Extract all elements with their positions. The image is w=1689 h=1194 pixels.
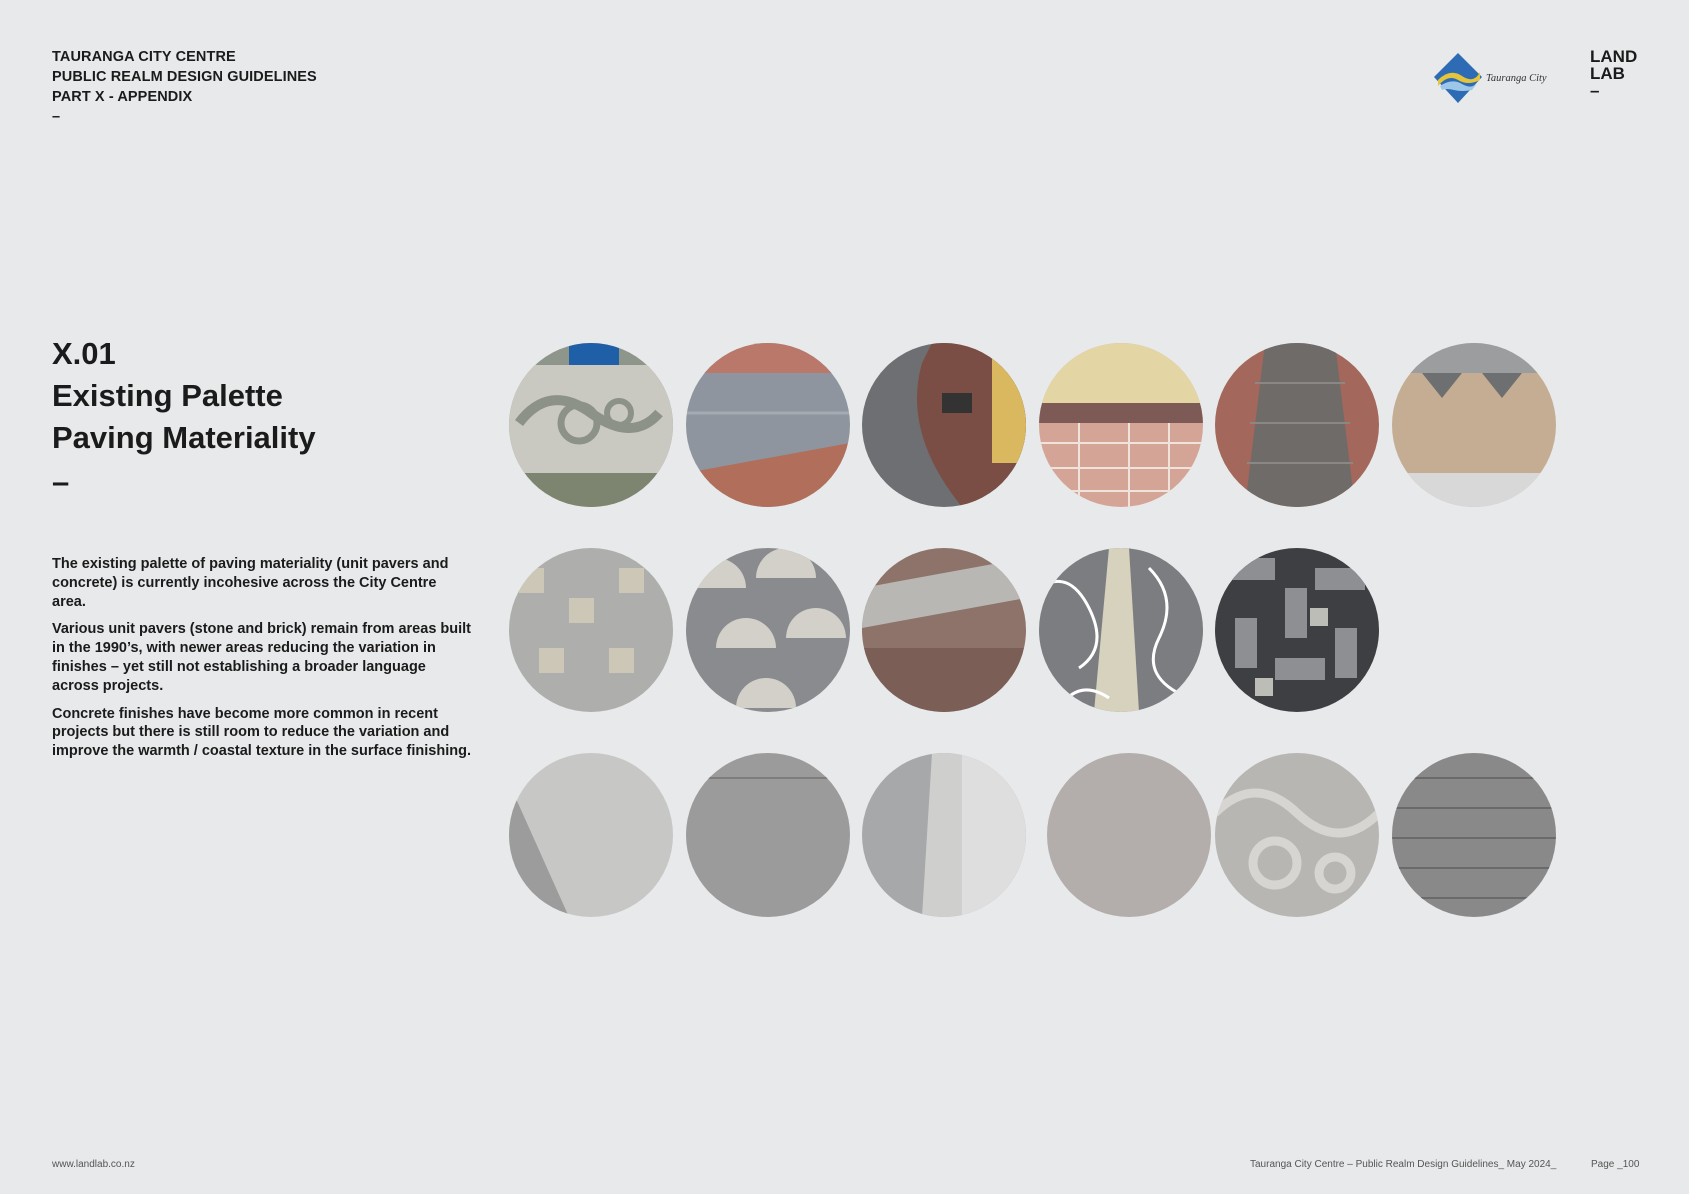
brand-line-1: LAND (1590, 47, 1638, 66)
body-text (52, 555, 472, 770)
section-number: X.01 (52, 336, 116, 371)
paving-photo-cobble-strip (1215, 343, 1379, 507)
section-title (52, 333, 316, 503)
paving-photo-koru-etched-concrete (1215, 753, 1379, 917)
paving-photo-speckled-concrete (1047, 753, 1211, 917)
section-title-line-2: Paving Materiality (52, 420, 316, 455)
paving-photo-contour-lines (1039, 548, 1203, 712)
body-paragraph-2: Various unit pavers (stone and brick) remain from areas built in the 1990’s, with newer areas reducing the variation in finishes – yet still not establishing a broader language across projects. (52, 621, 472, 694)
tauranga-city-logo (1432, 50, 1562, 106)
footer-document-title: Tauranga City Centre – Public Realm Design Guidelines_ May 2024_ (1250, 1159, 1557, 1170)
paving-photo-koru-mosaic (509, 343, 673, 507)
header-dash: – (52, 109, 61, 125)
paving-photo-pebble-band (862, 548, 1026, 712)
brand-line-2: LAB (1590, 64, 1625, 83)
header-line-3: PART X - APPENDIX (52, 89, 193, 105)
svg-text:Tauranga City: Tauranga City (1486, 73, 1547, 84)
paving-photo-timber-boardwalk (1392, 753, 1556, 917)
paving-photo-fan-pattern (686, 548, 850, 712)
footer-url: www.landlab.co.nz (52, 1159, 135, 1170)
paving-photo-grey-checker-pavers (509, 548, 673, 712)
paving-photo-grey-brick-border (686, 343, 850, 507)
paving-photo-curved-kerb (862, 343, 1026, 507)
paving-photo-concrete-strip (862, 753, 1026, 917)
document-header (52, 47, 317, 127)
header-line-2: PUBLIC REALM DESIGN GUIDELINES (52, 69, 317, 85)
paving-photo-exposed-aggregate (686, 753, 850, 917)
body-paragraph-3: Concrete finishes have become more common in recent projects but there is still room to reduce the variation and improve the warmth / coastal texture in the surface finishing. (52, 705, 471, 760)
landlab-brand (1590, 48, 1637, 99)
section-title-line-1: Existing Palette (52, 378, 283, 413)
header-line-1: TAURANGA CITY CENTRE (52, 49, 236, 65)
footer-page-number: Page _100 (1591, 1159, 1640, 1170)
section-dash: – (52, 464, 70, 499)
paving-photo-herringbone (1215, 548, 1379, 712)
paving-photo-tan-pavers-triangles (1392, 343, 1556, 507)
brand-dash: – (1590, 81, 1600, 100)
body-paragraph-1: The existing palette of paving materiality (unit pavers and concrete) is currently incohesive across the City Centre area. (52, 556, 449, 610)
paving-photo-yellow-red-bricks (1039, 343, 1203, 507)
paving-photo-light-concrete-slabs (509, 753, 673, 917)
